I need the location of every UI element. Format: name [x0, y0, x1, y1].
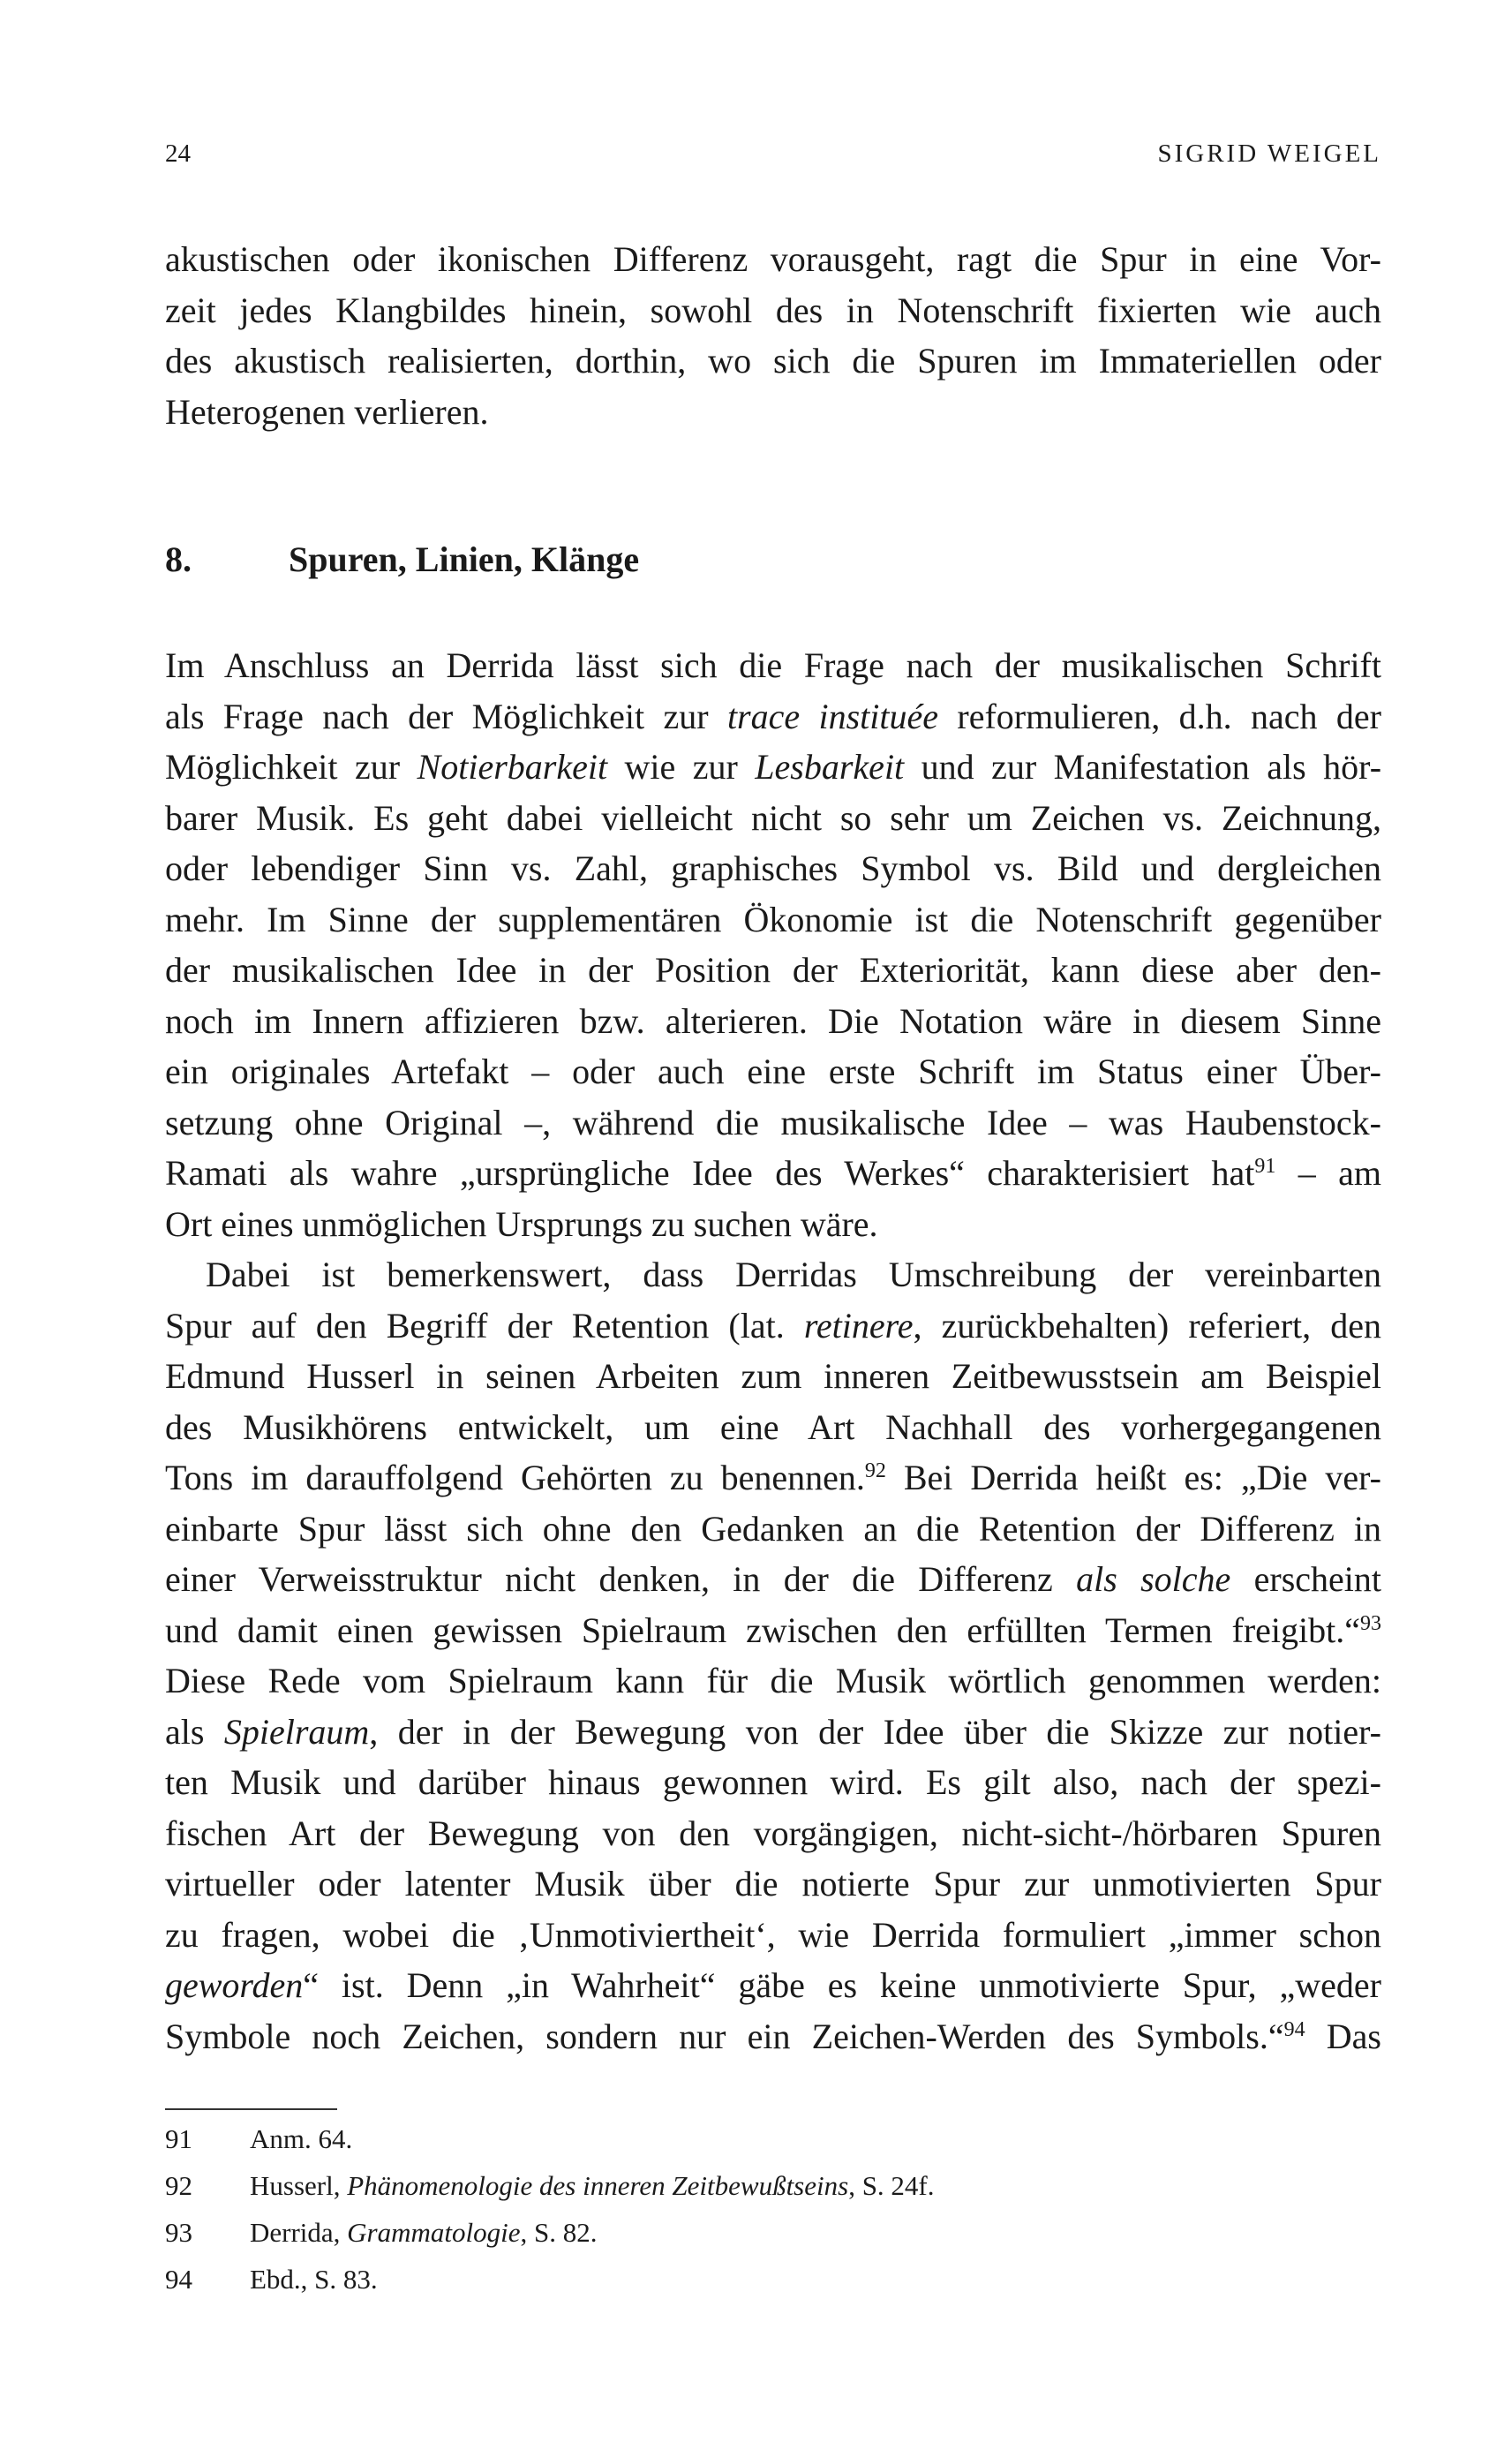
- text-run: reformulieren, d.h. nach der: [938, 696, 1381, 736]
- footnote-text: , S. 24f.: [848, 2170, 935, 2201]
- italic-term: Spielraum: [223, 1711, 370, 1752]
- text-run: , der in der Bewegung von der Idee über die Skizze zur notier-: [369, 1711, 1381, 1752]
- text-line: setzung ohne Original –, während die musikalische Idee – was Haubenstock-: [165, 1102, 1381, 1142]
- text-line: [165, 1707, 1381, 1758]
- italic-term: retinere: [803, 1305, 914, 1346]
- text-line: Heterogenen verlieren.: [165, 391, 489, 432]
- running-head-author: SIGRID WEIGEL: [1157, 139, 1381, 168]
- text-line: fischen Art der Bewegung von den vorgängigen, nicht-sicht-/hörbaren Spuren: [165, 1813, 1381, 1853]
- footnote-text: Husserl,: [250, 2170, 348, 2201]
- text-line: mehr. Im Sinne der supplementären Ökonomie ist die Notenschrift gegenüber: [165, 899, 1381, 939]
- text-line: des akustisch realisierten, dorthin, wo sich die Spuren im Immateriellen oder: [165, 341, 1381, 381]
- text-line: einbarte Spur lässt sich ohne den Gedanken an die Retention der Differenz in: [165, 1508, 1381, 1549]
- footnote-text: Ebd., S. 83.: [250, 2264, 378, 2295]
- text-run: Spur auf den Begriff der Retention (lat.: [165, 1305, 804, 1346]
- footnote-ref: 92: [864, 1459, 886, 1482]
- footnote: [165, 2123, 352, 2155]
- footnote-ref: 93: [1360, 1611, 1381, 1635]
- text-run: und zur Manifestation als hör-: [904, 747, 1382, 787]
- footnote: [165, 2170, 935, 2202]
- text-line: [165, 1605, 1381, 1656]
- paragraph-1: [165, 640, 1381, 2062]
- text-line: Ort eines unmöglichen Ursprungs zu suchen wäre.: [165, 1203, 878, 1244]
- text-run: erscheint: [1230, 1559, 1381, 1599]
- footnote: [165, 2217, 598, 2249]
- text-line: [165, 691, 1381, 743]
- text-line: des Musikhörens entwickelt, um eine Art Nachhall des vorhergegangenen: [165, 1406, 1381, 1447]
- text-run: Symbole noch Zeichen, sondern nur ein Zeichen-Werden des Symbols.“: [165, 2016, 1284, 2056]
- text-line: [165, 2011, 1381, 2062]
- text-line: [165, 1960, 1381, 2011]
- text-line: zu fragen, wobei die ‚Unmotiviertheit‘, wie Derrida formuliert „immer schon: [165, 1914, 1381, 1955]
- footnote-text: Derrida,: [250, 2217, 348, 2248]
- text-line: virtueller oder latenter Musik über die notierte Spur zur unmotivierten Spur: [165, 1864, 1381, 1903]
- footnote-ref: 94: [1283, 2017, 1305, 2041]
- text-run: Das: [1305, 2016, 1381, 2056]
- footnote-italic: Phänomenologie des inneren Zeitbewußtseins: [347, 2170, 849, 2201]
- footnote: [165, 2264, 378, 2295]
- text-line: oder lebendiger Sinn vs. Zahl, graphisches Symbol vs. Bild und dergleichen: [165, 848, 1381, 888]
- text-run: wie zur: [607, 747, 756, 787]
- footnote-text: , S. 82.: [520, 2217, 598, 2248]
- text-line: ten Musik und darüber hinaus gewonnen wird. Es gilt also, nach der spezi-: [165, 1762, 1381, 1802]
- text-run: – am: [1275, 1153, 1381, 1193]
- text-line: Diese Rede vom Spielraum kann für die Musik wörtlich genommen werden:: [165, 1661, 1381, 1700]
- italic-term: geworden: [165, 1965, 304, 2005]
- text-run: einer Verweisstruktur nicht denken, in der die Differenz: [165, 1559, 1077, 1599]
- footnote-text: Anm. 64.: [250, 2123, 353, 2154]
- running-header: [165, 139, 1381, 175]
- text-line: [165, 742, 1381, 793]
- paragraph-continued: [165, 234, 1381, 437]
- text-line: [165, 1300, 1381, 1352]
- text-run: Möglichkeit zur: [165, 747, 417, 787]
- footnote-number: 93: [165, 2217, 192, 2248]
- text-run: und damit einen gewissen Spielraum zwischen den erfüllten Termen freigibt.“: [165, 1609, 1360, 1650]
- text-run: als: [165, 1711, 224, 1752]
- footnote-number: 91: [165, 2123, 192, 2154]
- text-line: akustischen oder ikonischen Differenz vorausgeht, ragt die Spur in eine Vor-: [165, 239, 1381, 279]
- text-line: [165, 1148, 1381, 1199]
- text-run: “ ist. Denn „in Wahrheit“ gäbe es keine unmotivierte Spur, „weder: [303, 1965, 1381, 2005]
- text-line: der musikalischen Idee in der Position der Exteriorität, kann diese aber den-: [165, 950, 1381, 990]
- page-number: 24: [165, 139, 191, 168]
- text-line: ein originales Artefakt – oder auch eine erste Schrift im Status einer Über-: [165, 1052, 1381, 1091]
- text-line: barer Musik. Es geht dabei vielleicht nicht so sehr um Zeichen vs. Zeichnung,: [165, 797, 1381, 838]
- italic-term: als solche: [1076, 1559, 1231, 1599]
- footnote-italic: Grammatologie: [347, 2217, 521, 2248]
- text-line: [165, 1452, 1381, 1504]
- italic-term: Notierbarkeit: [417, 747, 608, 787]
- italic-term: Lesbarkeit: [755, 747, 905, 787]
- section-heading: [165, 539, 639, 580]
- italic-term: trace instituée: [726, 696, 939, 736]
- footnote-ref: 91: [1254, 1155, 1276, 1178]
- text-run: Ramati als wahre „ursprüngliche Idee des Werkes“ charakterisiert hat: [165, 1153, 1255, 1193]
- text-run: Tons im darauffolgend Gehörten zu benennen.: [165, 1458, 865, 1497]
- text-run: Bei Derrida heißt es: „Die ver-: [885, 1458, 1381, 1497]
- section-title: Spuren, Linien, Klänge: [289, 539, 640, 579]
- text-line: Im Anschluss an Derrida lässt sich die Frage nach der musikalischen Schrift: [165, 645, 1381, 685]
- text-run: , zurückbehalten) referiert, den: [913, 1305, 1381, 1346]
- text-line: zeit jedes Klangbildes hinein, sowohl des in Notenschrift fixierten wie auch: [165, 290, 1381, 330]
- text-line: Edmund Husserl in seinen Arbeiten zum inneren Zeitbewusstsein am Beispiel: [165, 1356, 1381, 1396]
- text-run: als Frage nach der Möglichkeit zur: [165, 696, 727, 736]
- section-number: 8.: [165, 539, 192, 579]
- text-line: Dabei ist bemerkenswert, dass Derridas Umschreibung der vereinbarten: [206, 1255, 1381, 1294]
- text-line: [165, 1554, 1381, 1605]
- text-line: noch im Innern affizieren bzw. alterieren. Die Notation wäre in diesem Sinne: [165, 1000, 1381, 1041]
- footnote-divider: [165, 2108, 337, 2110]
- footnote-number: 92: [165, 2170, 192, 2201]
- footnote-number: 94: [165, 2264, 192, 2295]
